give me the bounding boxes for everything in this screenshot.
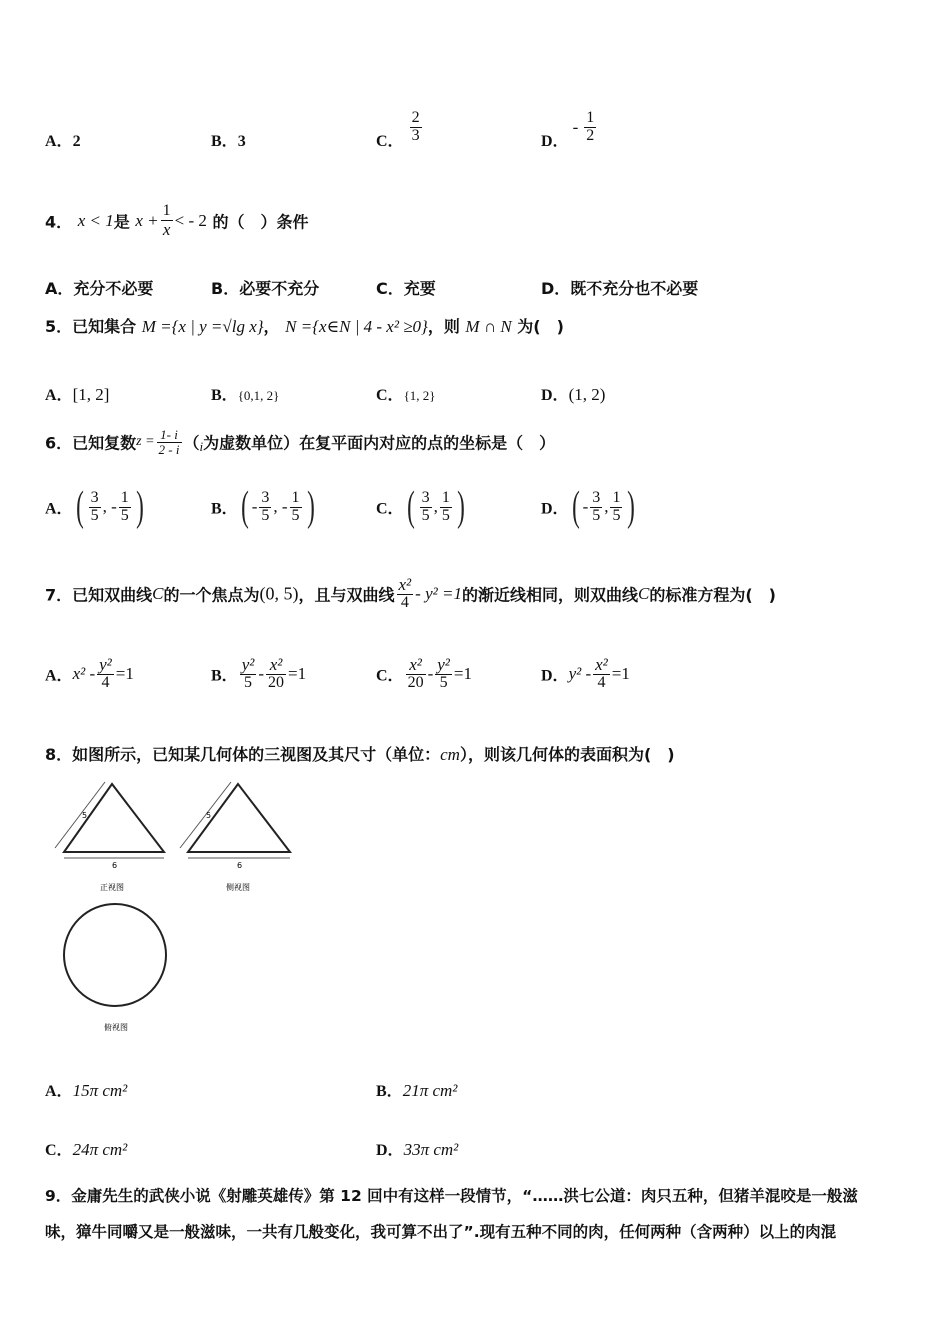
- q3-option-a[interactable]: A．2: [45, 133, 81, 150]
- q3-option-b[interactable]: B．3: [211, 133, 246, 150]
- front-view: [55, 782, 164, 892]
- q6-option-d[interactable]: D．( - $\frac{3}{5}$ , $\frac{1}{5}$ ): [541, 484, 636, 530]
- top-caption: 俯视图: [104, 1023, 128, 1032]
- q6-option-c[interactable]: C．( $\frac{3}{5}$ , $\frac{1}{5}$ ): [376, 484, 465, 530]
- q6-fraction: $\frac{1- i}{2 - i}$: [158, 427, 180, 457]
- three-view-figure: [50, 778, 310, 1038]
- front-caption: 正视图: [100, 883, 124, 892]
- top-view: [64, 904, 166, 1032]
- q7-option-b[interactable]: B． $\frac{\text{y²}}{5}$ - $\frac{\text{x²}}{20}$ =1: [211, 655, 307, 691]
- side-base-label: 6: [237, 861, 243, 870]
- q4-option-d[interactable]: D．既不充分也不必要: [541, 279, 699, 298]
- side-view: [180, 782, 290, 892]
- q7-option-a[interactable]: A．x² - $\frac{\text{y²}}{4}$ =1: [45, 655, 134, 691]
- q7-option-c[interactable]: C． $\frac{\text{x²}}{20}$ - $\frac{\text{y²}}{5}$ =1: [376, 655, 472, 691]
- q6-option-a[interactable]: A．( $\frac{3}{5}$ , - $\frac{1}{5}$ ): [45, 484, 144, 530]
- side-side-label: 5: [206, 811, 212, 820]
- q8-option-d[interactable]: D．33π cm²: [376, 1140, 459, 1159]
- q8-stem: 8．如图所示，已知某几何体的三视图及其尺寸（单位：cm），则该几何体的表面积为( ): [45, 745, 675, 764]
- q3-option-c[interactable]: C． $\frac{2}{3}$: [376, 109, 420, 150]
- q7-option-d[interactable]: D．y² - $\frac{\text{x²}}{4}$ =1: [541, 655, 630, 691]
- q7-stem: 7．已知双曲线C的一个焦点为(0, 5)，且与双曲线 $\frac{\text{x²}}{4}$ - y² =1的渐近线相同，则双曲线C的标准方程为( ): [45, 575, 776, 611]
- q4-fraction: $\frac{1}{x}$: [162, 202, 171, 239]
- q4-option-c[interactable]: C．充要: [376, 279, 436, 298]
- front-base-label: 6: [112, 861, 118, 870]
- q8-option-c[interactable]: C．24π cm²: [45, 1140, 128, 1159]
- q3-option-d[interactable]: D． - $\frac{1}{2}$: [541, 109, 595, 150]
- q3-c-fraction: $\frac{2}{3}$: [411, 109, 420, 144]
- q9-line-1: 9．金庸先生的武侠小说《射雕英雄传》第 12 回中有这样一段情节，“……洪七公道：肉只五种，但猪羊混咬是一般滋: [45, 1187, 858, 1205]
- q5-option-d[interactable]: D．(1, 2): [541, 385, 606, 404]
- q5-option-a[interactable]: A．[1, 2]: [45, 385, 110, 404]
- q8-option-b[interactable]: B．21π cm²: [376, 1081, 458, 1100]
- q6-option-b[interactable]: B．( - $\frac{3}{5}$ , - $\frac{1}{5}$ ): [211, 484, 315, 530]
- q6-stem: 6．已知复数z = $\frac{1- i}{2 - i}$ （$_i$为虚数单位）在复平面内对应的点的坐标是（ ）: [45, 427, 556, 457]
- q5-option-b[interactable]: B．{0,1, 2}: [211, 387, 280, 404]
- q8-option-a[interactable]: A．15π cm²: [45, 1081, 128, 1100]
- q4-option-b[interactable]: B．必要不充分: [211, 279, 320, 298]
- front-side-label: 5: [82, 811, 88, 820]
- q4-option-a[interactable]: A．充分不必要: [45, 279, 154, 298]
- side-caption: 侧视图: [226, 883, 250, 892]
- q3-d-fraction: $\frac{1}{2}$: [586, 109, 595, 144]
- q5-option-c[interactable]: C．{1, 2}: [376, 387, 436, 404]
- q5-stem: 5．已知集合 M ={x | y =√lg x}， N ={x∈N | 4 - x² ≥0}，则 M ∩ N 为( ): [45, 317, 564, 336]
- q9-line-2: 味，獐牛同嚼又是一般滋味，一共有几般变化，我可算不出了”.现有五种不同的肉，任何两种（含两种）以上的肉混: [45, 1223, 837, 1241]
- q4-stem: 4． x < 1是 x + $\frac{1}{x}$ < - 2 的（ ）条件: [45, 202, 309, 239]
